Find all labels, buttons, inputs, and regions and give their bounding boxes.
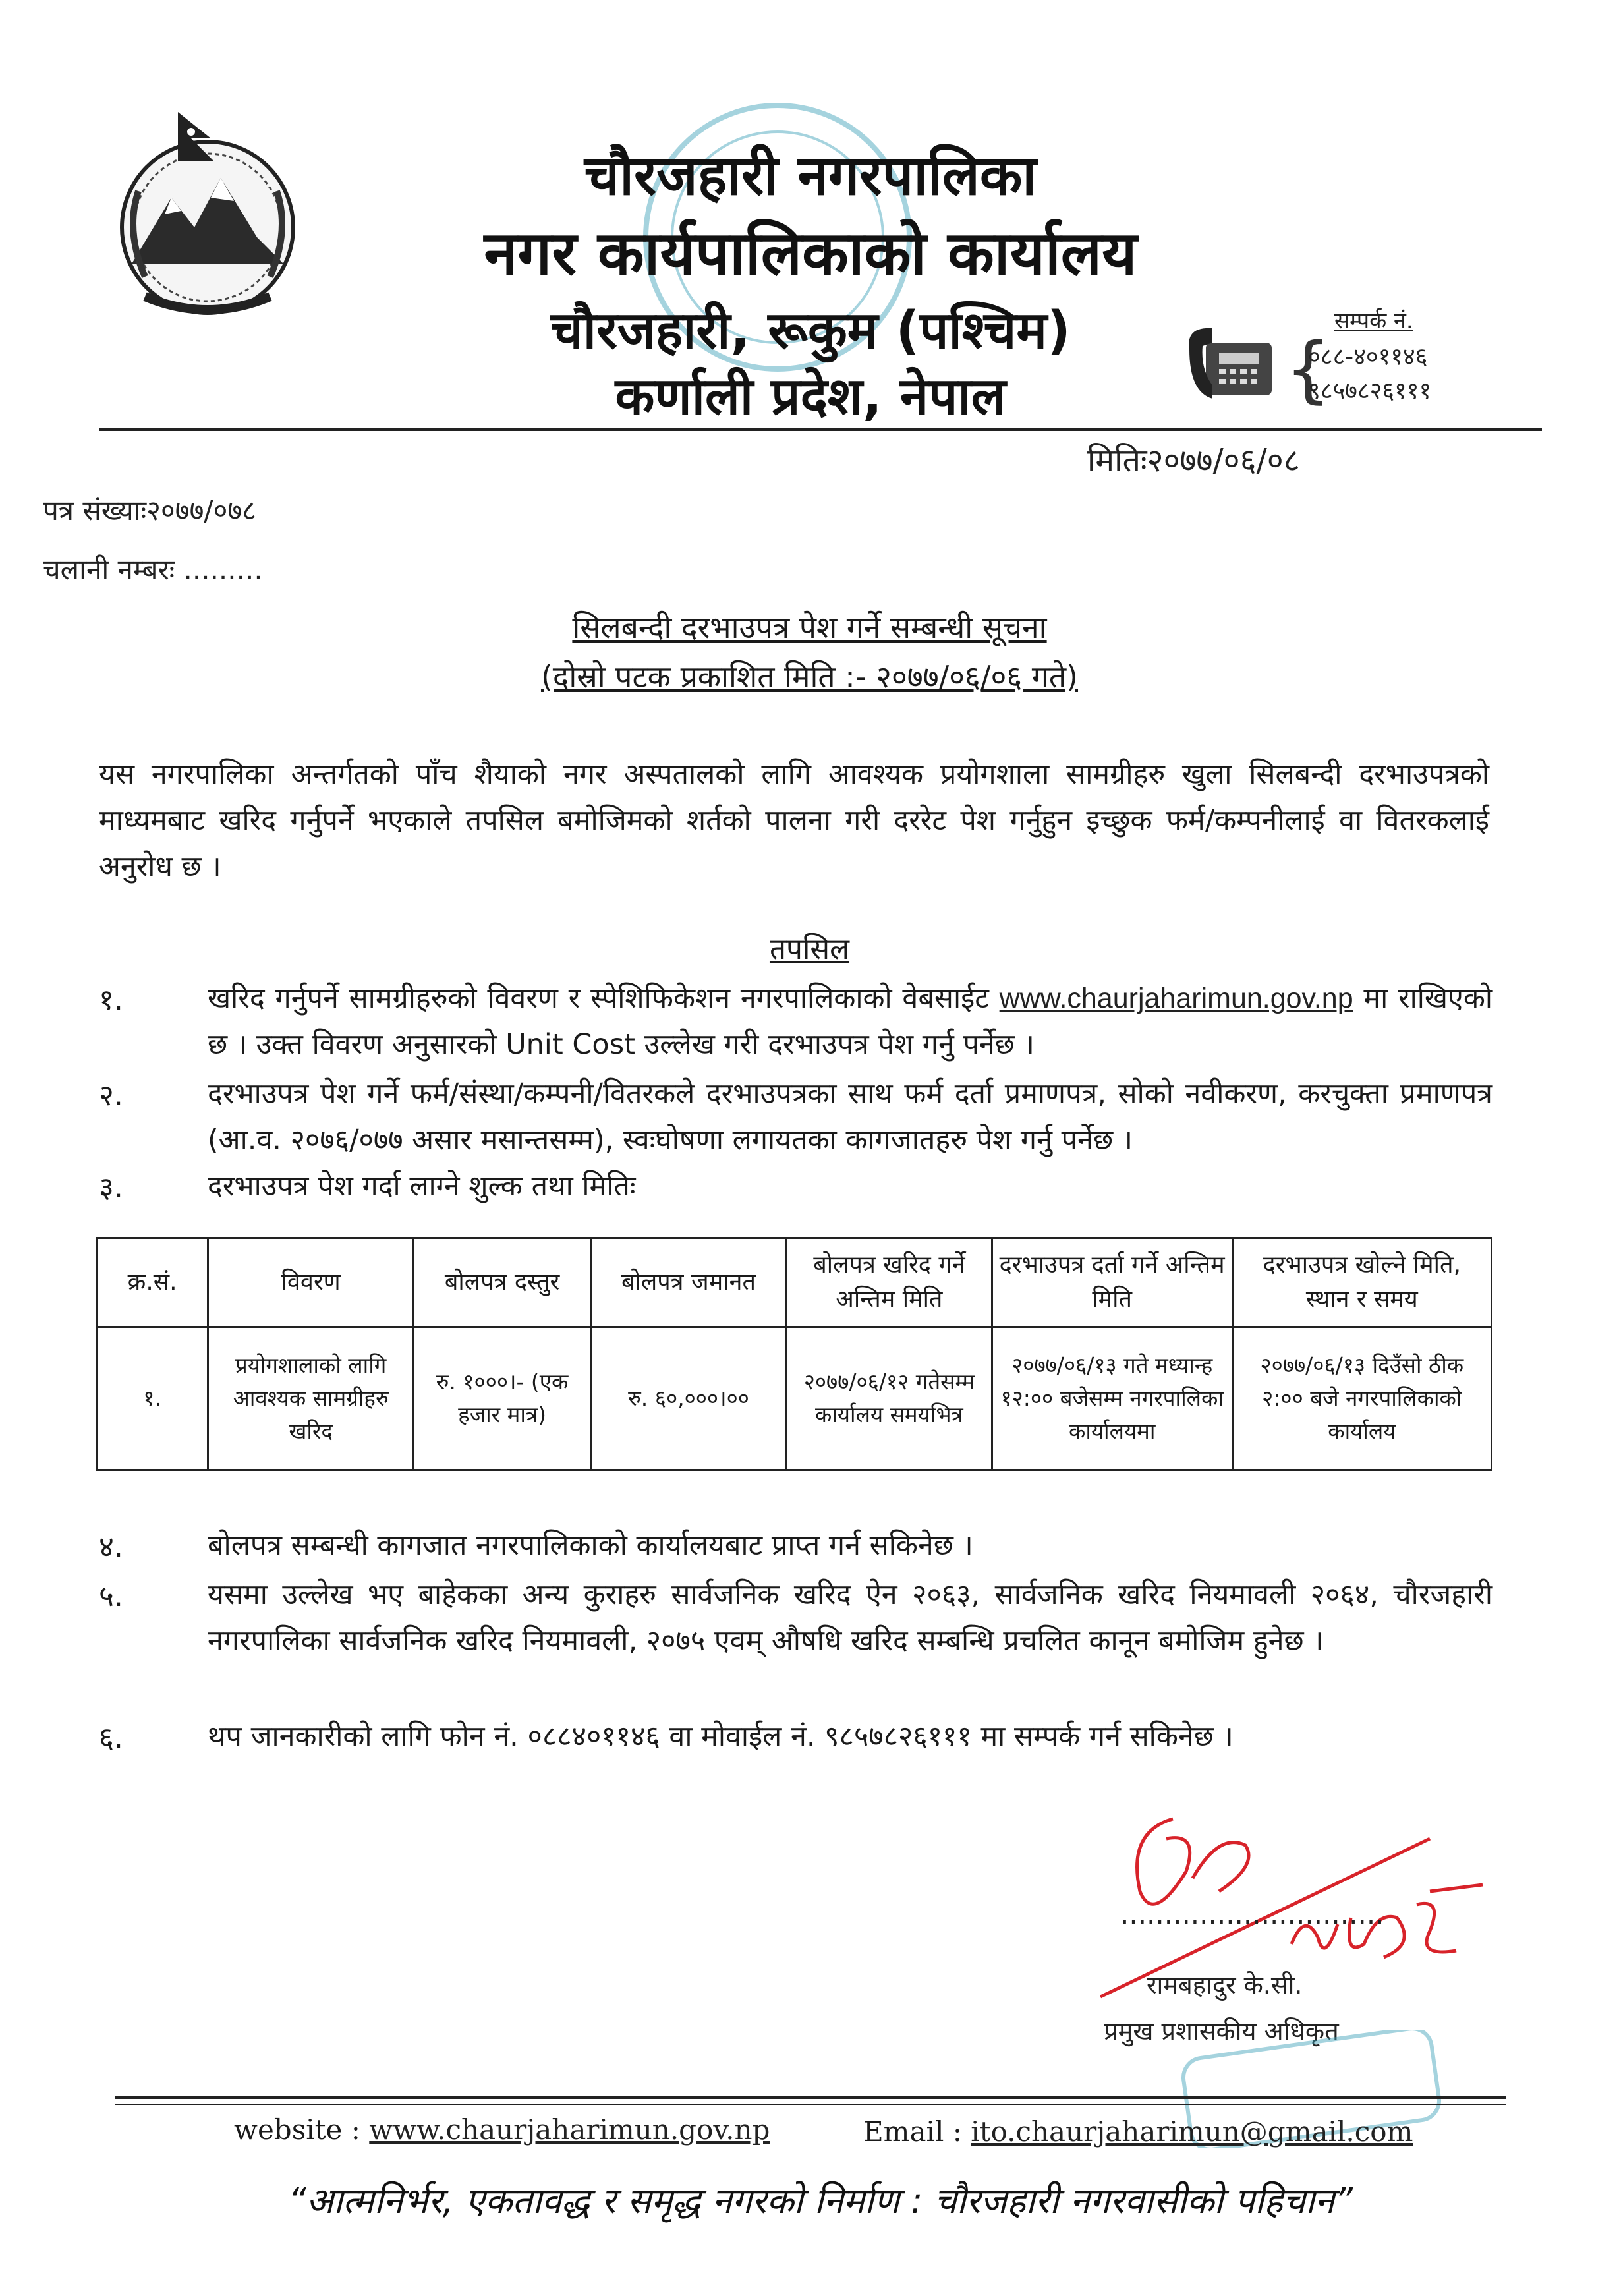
column-header: क्र.सं. [97, 1238, 208, 1327]
table-row [97, 1327, 1492, 1470]
phone-number: ०८८-४०११४६ [1308, 343, 1428, 370]
column-header: बोलपत्र जमानत [590, 1238, 786, 1327]
footer-email: Email : ito.chaurjaharimun@gmail.com [863, 2115, 1413, 2148]
footer-divider [115, 2104, 1506, 2105]
contact-label: सम्पर्क नं. [1334, 308, 1413, 334]
telephone-icon [1186, 323, 1278, 402]
column-header: बोलपत्र दस्तुर [414, 1238, 591, 1327]
footer-website: website : www.chaurjaharimun.gov.np [234, 2113, 770, 2146]
signatory-designation: प्रमुख प्रशासकीय अधिकृत [1104, 2017, 1339, 2046]
website-link[interactable]: www.chaurjaharimun.gov.np [369, 2113, 770, 2146]
item-number: ६. [99, 1721, 123, 1755]
letter-date: मितिः२०७७/०६/०८ [1087, 442, 1300, 479]
item-number: ५. [99, 1580, 123, 1613]
notice-title: सिलबन्दी दरभाउपत्र पेश गर्ने सम्बन्धी सूचना [572, 610, 1047, 645]
list-item: थप जानकारीको लागि फोन नं. ०८८४०११४६ वा मोवाईल नं. ९८५७८२६१११ मा सम्पर्क गर्न सकिनेछ । [208, 1720, 1234, 1753]
signature-line: .............................. [1120, 1898, 1384, 1930]
email-link[interactable]: ito.chaurjaharimun@gmail.com [971, 2115, 1413, 2148]
mobile-number: ९८५७८२६१११ [1308, 378, 1432, 405]
column-header: दरभाउपत्र दर्ता गर्ने अन्तिम मिति [992, 1238, 1232, 1327]
table-cell: रु. १०००।- (एक हजार मात्र) [414, 1327, 591, 1470]
table-cell: २०७७/०६/१२ गतेसम्म कार्यालय समयभित्र [787, 1327, 992, 1470]
signatory-name: रामबहादुर के.सी. [1147, 1970, 1303, 1999]
table-cell: १. [97, 1327, 208, 1470]
item-number: १. [99, 983, 123, 1017]
column-header: विवरण [208, 1238, 414, 1327]
table-cell: २०७७/०६/१३ गते मध्यान्ह १२:०० बजेसम्म नगरपालिका कार्यालयमा [992, 1327, 1232, 1470]
letter-number: पत्र संख्याः२०७७/०७८ [43, 494, 257, 527]
municipality-slogan: “आत्मनिर्भर, एकतावद्ध र समृद्ध नगरको निर्माण : चौरजहारी नगरवासीको पहिचान” [287, 2180, 1353, 2222]
website-link[interactable]: www.chaurjaharimun.gov.np [999, 983, 1353, 1014]
province-country: कर्णाली प्रदेश, नेपाल [615, 367, 1006, 426]
item-number: २. [99, 1079, 123, 1112]
fee-schedule-table [96, 1237, 1492, 1471]
municipality-name: चौरजहारी नगरपालिका [584, 143, 1037, 208]
column-header: दरभाउपत्र खोल्ने मिति, स्थान र समय [1232, 1238, 1491, 1327]
table-header-row [97, 1238, 1492, 1327]
header-divider [99, 428, 1542, 431]
footer-divider [115, 2096, 1506, 2099]
dispatch-number: चलानी नम्बरः ......... [43, 554, 263, 586]
table-cell: २०७७/०६/१३ दिउँसो ठीक २:०० बजे नगरपालिकाको कार्यालय [1232, 1327, 1491, 1470]
item-number: ३. [99, 1171, 123, 1205]
table-cell: रु. ६०,०००।०० [590, 1327, 786, 1470]
office-name: नगर कार्यपालिकाको कार्यालय [484, 218, 1137, 289]
item-number: ४. [99, 1530, 123, 1564]
column-header: बोलपत्र खरिद गर्ने अन्तिम मिति [787, 1238, 992, 1327]
notice-subtitle: (दोस्रो पटक प्रकाशित मिति :- २०७७/०६/०६ गते) [540, 659, 1079, 695]
tapsil-heading: तपसिल [769, 933, 850, 966]
brace-icon: { [1285, 327, 1331, 411]
office-location: चौरजहारी, रूकुम (पश्चिम) [550, 301, 1071, 360]
list-item: दरभाउपत्र पेश गर्ने फर्म/संस्था/कम्पनी/वितरकले दरभाउपत्रका साथ फर्म दर्ता प्रमाणपत्र, सोको नवीकरण, करचुक्ता प्रमाणपत्र (आ.व. २०७६/०७७ असार मसान्तसम्म), स्वःघोषणा लगायतका कागजातहरु पेश गर्नु पर्नेछ । [208, 1077, 1492, 1157]
table-cell: प्रयोगशालाको लागि आवश्यक सामग्रीहरु खरिद [208, 1327, 414, 1470]
intro-paragraph: यस नगरपालिका अन्तर्गतको पाँच शैयाको नगर अस्पतालको लागि आवश्यक प्रयोगशाला सामग्रीहरु खुला सिलबन्दी दरभाउपत्रको माध्यमबाट खरिद गर्नुपर्ने भएकाले तपसिल बमोजिमको शर्तको पालना गरी दररेट पेश गर्नुहुन इच्छुक फर्म/कम्पनीलाई वा वितरकलाई अनुरोध छ । [99, 758, 1489, 883]
list-item: खरिद गर्नुपर्ने सामग्रीहरुको विवरण र स्पेशिफिकेशन नगरपालिकाको वेबसाईट www.chaurjaharimun.gov.np मा राखिएको छ । उक्त विवरण अनुसारको Unit Cost उल्लेख गरी दरभाउपत्र पेश गर्नु पर्नेछ । [208, 982, 1492, 1061]
list-item: दरभाउपत्र पेश गर्दा लाग्ने शुल्क तथा मितिः [208, 1170, 636, 1203]
list-item: यसमा उल्लेख भए बाहेकका अन्य कुराहरु सार्वजनिक खरिद ऐन २०६३, सार्वजनिक खरिद नियमावली २०६४, चौरजहारी नगरपालिका सार्वजनिक खरिद नियमावली, २०७५ एवम् औषधि खरिद सम्बन्धि प्रचलित कानून बमोजिम हुनेछ । [208, 1578, 1492, 1657]
list-item: बोलपत्र सम्बन्धी कागजात नगरपालिकाको कार्यालयबाट प्राप्त गर्न सकिनेछ । [208, 1529, 973, 1562]
